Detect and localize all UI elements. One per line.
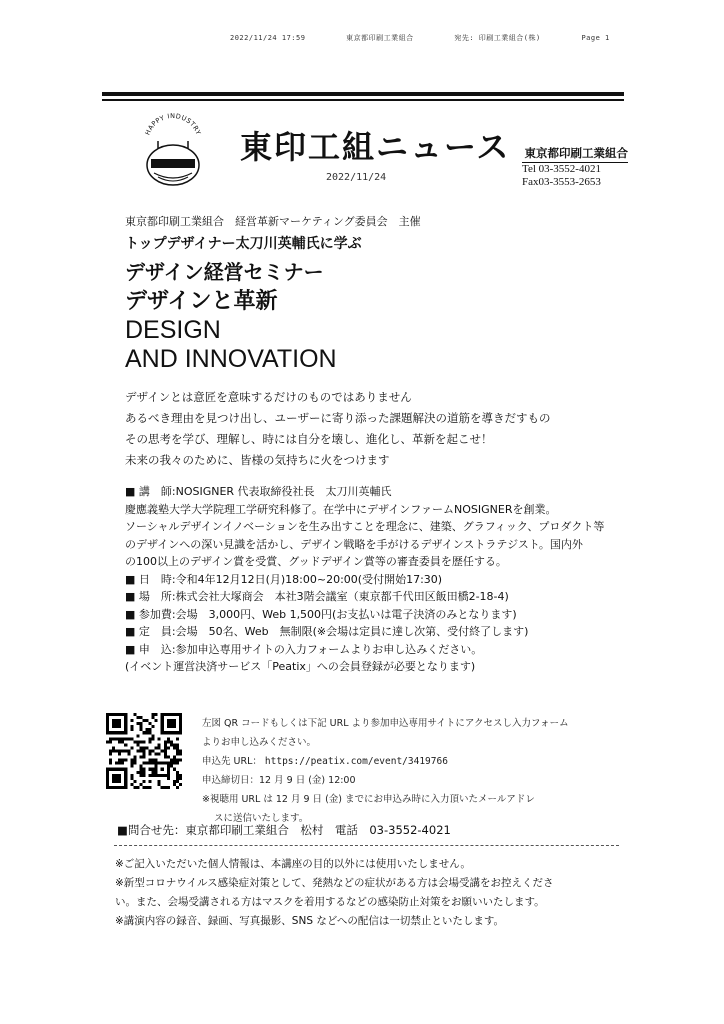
apply-url-link[interactable]: https://peatix.com/event/3419766 — [264, 756, 448, 767]
lecturer-bio-line: の100以上のデザイン賞を受賞、グッドデザイン賞等の審査委員を歴任する。 — [125, 555, 507, 568]
note-line: ※ご記入いただいた個人情報は、本講座の目的以外には使用いたしません。 — [115, 858, 471, 870]
english-title-2: AND INNOVATION — [125, 345, 337, 373]
qr-code[interactable] — [106, 713, 182, 789]
intro-line: その思考を学び、理解し、時には自分を壊し、進化し、革新を起こせ！ — [125, 432, 493, 446]
apply-line: 左図 QR コードもしくは下記 URL より参加申込専用サイトにアクセスし入力フォーム — [202, 718, 569, 729]
apply-url-label: 申込先 URL： — [202, 756, 262, 767]
intro-line: あるべき理由を見つけ出し、ユーザーに寄り添った課題解決の道筋を導きだすもの — [125, 411, 551, 425]
date-time-line: ■ 日 時:令和4年12月12日(月)18:00~20:00(受付開始17:30) — [125, 572, 443, 586]
organization-tel: Tel 03-3552-4021 — [522, 163, 601, 175]
fee-line: ■ 参加費:会場 3,000円、Web 1,500円(お支払いは電子決済のみとなります) — [125, 607, 517, 621]
lecturer-bio-line: 慶應義塾大学大学院理工学研究科修了。在学中にデザインファームNOSIGNERを創業。 — [125, 502, 557, 516]
event-details — [125, 483, 604, 676]
english-title-1: DESIGN — [125, 316, 221, 344]
contact-line: ■問合せ先：東京都印刷工業組合 松村 電話 03-3552-4021 — [117, 823, 451, 837]
masthead-rule-thin — [102, 99, 624, 101]
lecturer-bio-line: のデザインへの深い見識を活かし、デザイン戦略を手がけるデザインストラテジスト。国内外 — [125, 537, 583, 551]
masthead-rule-thick — [102, 92, 624, 96]
apply-note: スに送信いたします。 — [214, 813, 309, 824]
apply-line: よりお申し込みください。 — [202, 737, 317, 748]
note-line: ※新型コロナウイルス感染症対策として、発熱などの症状がある方は会場受講をお控えくださ — [115, 877, 554, 889]
intro-line: デザインとは意匠を意味するだけのものではありません — [125, 390, 412, 404]
sponsor-line: 東京都印刷工業組合 経営革新マーケティング委員会 主催 — [125, 215, 421, 228]
organization-name: 東京都印刷工業組合 — [522, 145, 628, 163]
dashed-divider — [114, 845, 619, 846]
organization-block — [522, 145, 628, 189]
fax-header — [230, 33, 646, 43]
seminar-title-2: デザインと革新 — [125, 289, 278, 314]
apply-deadline: 申込締切日：12 月 9 日 (金) 12:00 — [202, 775, 356, 786]
apply-url-row — [202, 752, 569, 771]
lecturer-line: ■ 講 師:NOSIGNER 代表取締役社長 太刀川英輔氏 — [125, 485, 392, 498]
fax-sender: 東京都印刷工業組合 — [346, 34, 414, 42]
union-logo — [138, 103, 208, 193]
lecturer-bio-line: ソーシャルデザインイノベーションを生み出すことを理念に、建築、グラフィック、プロダクト等 — [125, 520, 605, 533]
seminar-subtitle: トップデザイナー太刀川英輔氏に学ぶ — [125, 236, 362, 252]
logo-arc-text: HAPPY INDUSTRY — [143, 111, 203, 137]
capacity-line: ■ 定 員:会場 50名、Web 無制限(※会場は定員に達し次第、受付終了します) — [125, 625, 529, 638]
organization-fax: Fax03-3553-2653 — [522, 176, 601, 188]
fax-recipient: 宛先: 印刷工業組合(株) — [454, 34, 541, 42]
peatix-note-line: (イベント運営決済サービス「Peatix」への会員登録が必要となります) — [125, 660, 476, 673]
newsletter-title: 東印工組ニュース — [240, 128, 511, 166]
apply-note: ※視聴用 URL は 12 月 9 日 (金) までにお申込み時に入力頂いたメールアドレ — [202, 794, 535, 805]
intro-line: 未来の我々のために、皆様の気持ちに火をつけます — [125, 453, 390, 467]
venue-line: ■ 場 所:株式会社大塚商会 本社3階会議室（東京都千代田区飯田橋2-18-4) — [125, 590, 509, 603]
intro-text — [125, 387, 551, 471]
application-instructions — [202, 714, 569, 828]
notes — [115, 855, 553, 931]
fax-datetime: 2022/11/24 17:59 — [230, 34, 306, 42]
newsletter-date: 2022/11/24 — [326, 172, 387, 183]
svg-text:HAPPY INDUSTRY — [144, 112, 203, 136]
application-line: ■ 申 込:参加申込専用サイトの入力フォームよりお申し込みください。 — [125, 642, 483, 656]
note-line: ※講演内容の録音、録画、写真撮影、SNS などへの配信は一切禁止といたします。 — [115, 915, 505, 927]
seminar-title: デザイン経営セミナー — [125, 260, 324, 284]
note-line: い。また、会場受講される方はマスクを着用するなどの感染防止対策をお願いいたします。 — [115, 896, 545, 908]
fax-page: Page 1 — [581, 34, 610, 42]
